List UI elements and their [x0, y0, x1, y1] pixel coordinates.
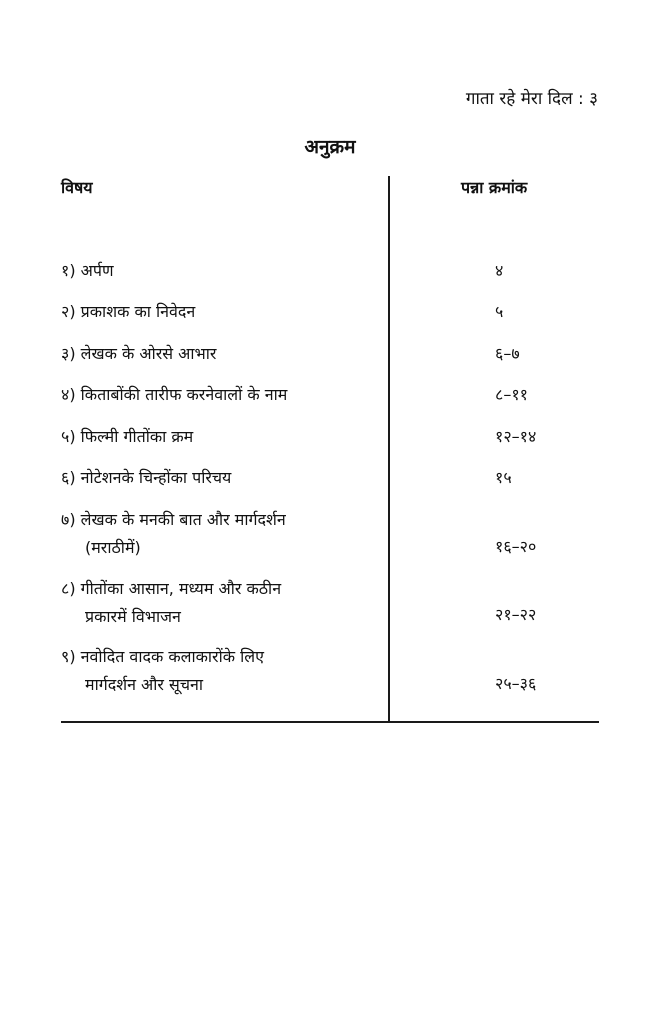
toc-entry [61, 257, 114, 285]
entry-pages: ५ [495, 302, 504, 321]
entry-number: २) [61, 302, 76, 321]
toc-entry [61, 643, 264, 699]
entry-number: ८) [61, 579, 76, 598]
toc-entry [61, 464, 231, 492]
entry-title: लेखक के ओरसे आभार [80, 344, 217, 363]
running-header: गाता रहे मेरा दिल : ३ [465, 89, 598, 109]
entry-number: १) [61, 261, 76, 280]
column-divider [388, 176, 390, 723]
column-header-page-number: पन्ना क्रमांक [461, 178, 528, 197]
entry-pages: ६–७ [495, 344, 520, 363]
entry-title: किताबोंकी तारीफ करनेवालों के नाम [80, 385, 288, 404]
entry-title: प्रकाशक का निवेदन [80, 302, 196, 321]
toc-entry [61, 340, 216, 368]
toc-entry [61, 506, 286, 562]
entry-number: ६) [61, 468, 76, 487]
entry-pages: १२–१४ [495, 427, 537, 446]
column-header-subject: विषय [61, 178, 93, 197]
entry-pages: ८–११ [495, 385, 528, 404]
entry-title-continued: मार्गदर्शन और सूचना [85, 675, 204, 694]
toc-entry [61, 381, 287, 409]
entry-title: नोटेशनके चिन्होंका परिचय [80, 468, 232, 487]
entry-title: नवोदित वादक कलाकारोंके लिए [80, 647, 264, 666]
toc-entry [61, 575, 281, 631]
entry-pages: १५ [495, 468, 512, 487]
toc-entry [61, 423, 193, 451]
page-title: अनुक्रम [304, 136, 356, 158]
entry-title: गीतोंका आसान, मध्यम और कठीन [80, 579, 282, 598]
entry-title-continued: प्रकारमें विभाजन [85, 607, 181, 626]
toc-entry [61, 298, 195, 326]
entry-title: अर्पण [80, 261, 114, 280]
entry-number: ५) [61, 427, 76, 446]
entry-pages: १६–२० [495, 537, 537, 556]
entry-number: ४) [61, 385, 76, 404]
entry-number: ९) [61, 647, 76, 666]
entry-number: ७) [61, 510, 76, 529]
entry-pages: २१–२२ [495, 605, 537, 624]
entry-title: लेखक के मनकी बात और मार्गदर्शन [80, 510, 286, 529]
entry-title: फिल्मी गीतोंका क्रम [80, 427, 194, 446]
entry-title-continued: (मराठीमें) [85, 538, 141, 557]
entry-number: ३) [61, 344, 76, 363]
entry-pages: २५–३६ [495, 674, 537, 693]
table-bottom-rule [61, 721, 599, 723]
entry-pages: ४ [495, 261, 504, 280]
